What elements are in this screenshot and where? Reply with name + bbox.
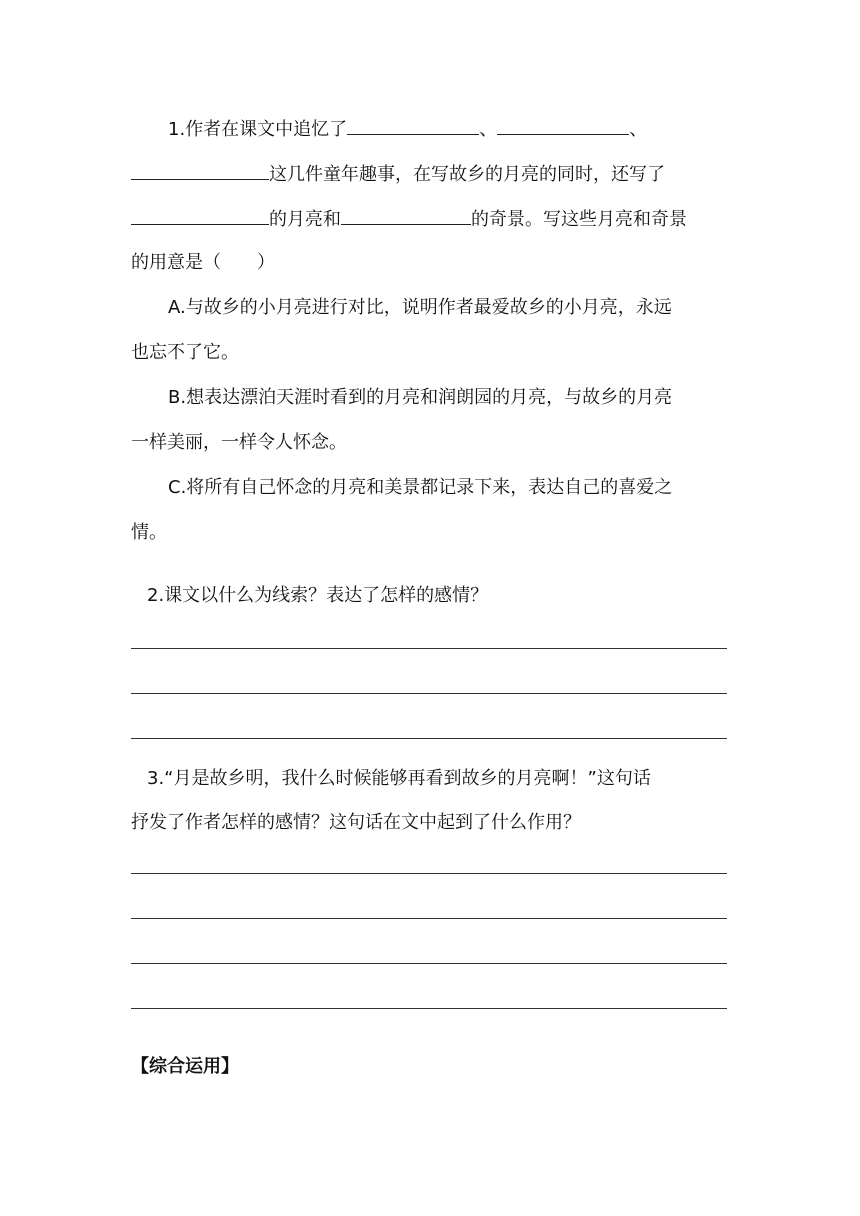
q1-text-3: 的月亮和 (269, 209, 341, 230)
q3-answer-line[interactable] (131, 918, 727, 919)
q1-option-b-line-2: 一样美丽，一样令人怀念。 (131, 432, 347, 453)
q1-option-c-line-1: C.将所有自己怀念的月亮和美景都记录下来，表达自己的喜爱之 (168, 477, 673, 498)
q2-answer-line[interactable] (131, 693, 727, 694)
q1-line-2 (131, 160, 665, 188)
q1-line-3 (131, 205, 687, 233)
q1-option-a-line-2: 也忘不了它。 (131, 342, 239, 363)
q1-line-1 (168, 115, 647, 143)
q1-blank-1[interactable] (347, 115, 479, 135)
q1-blank-2[interactable] (497, 115, 629, 135)
q1-blank-3[interactable] (131, 160, 269, 180)
q1-line-4: 的用意是（ ） (131, 252, 275, 273)
q1-option-b-line-1: B.想表达漂泊天涯时看到的月亮和润朗园的月亮，与故乡的月亮 (168, 387, 673, 408)
q1-blank-4[interactable] (131, 205, 269, 225)
q1-separator-2: 、 (629, 119, 648, 140)
q3-answer-line[interactable] (131, 873, 727, 874)
section-heading: 【综合运用】 (131, 1056, 239, 1077)
q1-option-c-line-2: 情。 (131, 522, 167, 543)
q2-question: 2.课文以什么为线索？表达了怎样的感情？ (147, 585, 489, 606)
q1-option-a-line-1: A.与故乡的小月亮进行对比，说明作者最爱故乡的小月亮，永远 (168, 297, 672, 318)
q1-number: 1. (168, 119, 186, 140)
q3-line-1: 3.“月是故乡明，我什么时候能够再看到故乡的月亮啊！”这句话 (147, 768, 651, 789)
q1-blank-5[interactable] (341, 205, 471, 225)
q1-separator-1: 、 (479, 119, 498, 140)
q2-answer-line[interactable] (131, 738, 727, 739)
q3-answer-line[interactable] (131, 1008, 727, 1009)
q1-text-2: 这几件童年趣事，在写故乡的月亮的同时，还写了 (269, 164, 665, 185)
q2-answer-line[interactable] (131, 648, 727, 649)
q1-text-1: 作者在课文中追忆了 (185, 119, 348, 140)
q3-line-2: 抒发了作者怎样的感情？这句话在文中起到了什么作用？ (131, 812, 581, 833)
q3-answer-line[interactable] (131, 963, 727, 964)
q1-text-4: 的奇景。写这些月亮和奇景 (471, 209, 687, 230)
